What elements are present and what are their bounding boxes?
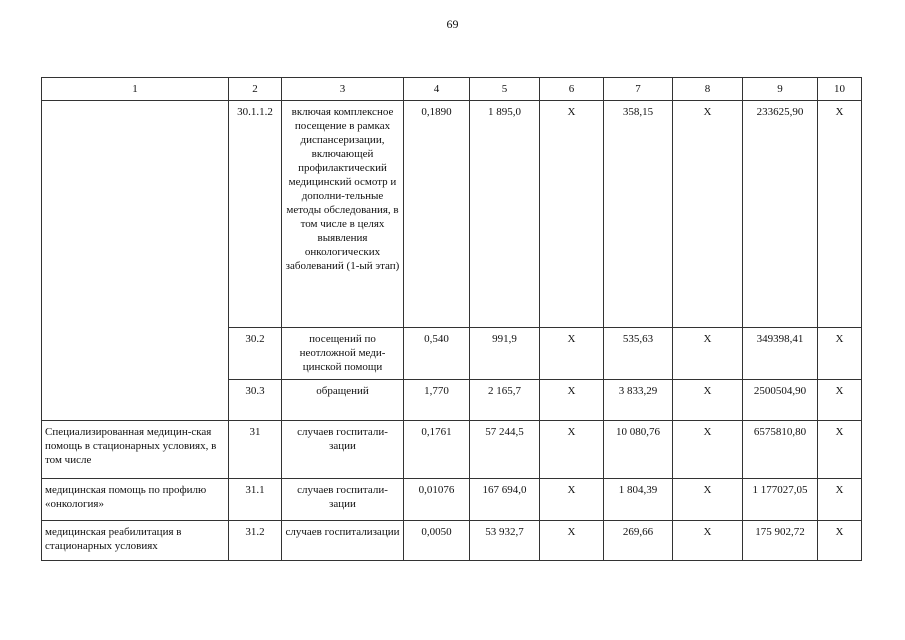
row-value-cell: 2 165,7 (470, 380, 540, 421)
row-code-cell: 30.3 (229, 380, 282, 421)
row-code-cell: 30.2 (229, 328, 282, 380)
row-value-cell: Х (540, 479, 604, 521)
row-value-cell: 1 177027,05 (743, 479, 818, 521)
row-unit-cell: случаев госпитали-зации (282, 421, 404, 479)
row-value-cell: 53 932,7 (470, 521, 540, 561)
row-value-cell: 991,9 (470, 328, 540, 380)
header-cell: 7 (604, 78, 673, 101)
row-code-cell: 31.2 (229, 521, 282, 561)
header-cell: 3 (282, 78, 404, 101)
row-value-cell: Х (540, 328, 604, 380)
row-unit-cell: включая комплексное посещение в рамках диспансеризации, включающей профилактический медицинский осмотр и дополни-тельные методы обследования, в том числе в целях выявления онкологических заболеваний (1-ый этап) (282, 101, 404, 328)
row-value-cell: 233625,90 (743, 101, 818, 328)
table-row (42, 421, 862, 479)
row-value-cell: Х (673, 380, 743, 421)
row-name-cell: медицинская помощь по профилю «онкология» (42, 479, 229, 521)
row-value-cell: 57 244,5 (470, 421, 540, 479)
row-value-cell: 6575810,80 (743, 421, 818, 479)
row-value-cell: Х (540, 521, 604, 561)
row-unit-cell: обращений (282, 380, 404, 421)
row-value-cell: Х (818, 521, 862, 561)
row-unit-cell: случаев госпитализации (282, 521, 404, 561)
row-value-cell: Х (540, 380, 604, 421)
row-code-cell: 31.1 (229, 479, 282, 521)
row-unit-cell: посещений по неотложной меди-цинской помощи (282, 328, 404, 380)
header-cell: 1 (42, 78, 229, 101)
header-cell: 2 (229, 78, 282, 101)
row-value-cell: 0,0050 (404, 521, 470, 561)
row-value-cell: 358,15 (604, 101, 673, 328)
row-unit-cell: случаев госпитали-зации (282, 479, 404, 521)
row-value-cell: Х (540, 101, 604, 328)
row-value-cell: Х (673, 101, 743, 328)
row-value-cell: Х (818, 380, 862, 421)
row-value-cell: Х (673, 328, 743, 380)
tariff-table (41, 77, 862, 561)
row-value-cell: Х (673, 521, 743, 561)
row-value-cell: 1,770 (404, 380, 470, 421)
row-value-cell: Х (818, 328, 862, 380)
row-value-cell: 0,540 (404, 328, 470, 380)
page-number: 69 (446, 17, 459, 31)
row-value-cell: 1 804,39 (604, 479, 673, 521)
row-value-cell: 1 895,0 (470, 101, 540, 328)
row-value-cell: Х (673, 479, 743, 521)
header-cell: 6 (540, 78, 604, 101)
table-header-row (42, 78, 862, 101)
row-value-cell: 3 833,29 (604, 380, 673, 421)
row-code-cell: 31 (229, 421, 282, 479)
header-cell: 9 (743, 78, 818, 101)
row-value-cell: 2500504,90 (743, 380, 818, 421)
header-cell: 5 (470, 78, 540, 101)
table-row (42, 521, 862, 561)
row-value-cell: Х (673, 421, 743, 479)
header-cell: 4 (404, 78, 470, 101)
row-value-cell: 349398,41 (743, 328, 818, 380)
row-value-cell: 175 902,72 (743, 521, 818, 561)
row-name-cell: Специализированная медицин-ская помощь в стационарных условиях, в том числе (42, 421, 229, 479)
row-value-cell: 0,1761 (404, 421, 470, 479)
header-cell: 10 (818, 78, 862, 101)
row-value-cell: Х (540, 421, 604, 479)
row-value-cell: Х (818, 479, 862, 521)
row-value-cell: Х (818, 421, 862, 479)
row-value-cell: 167 694,0 (470, 479, 540, 521)
row-name-cell (42, 101, 229, 421)
row-value-cell: 0,1890 (404, 101, 470, 328)
table-row (42, 479, 862, 521)
row-value-cell: 269,66 (604, 521, 673, 561)
table-row (42, 101, 862, 328)
row-value-cell: 10 080,76 (604, 421, 673, 479)
header-cell: 8 (673, 78, 743, 101)
row-value-cell: Х (818, 101, 862, 328)
row-value-cell: 535,63 (604, 328, 673, 380)
row-name-cell: медицинская реабилитация в стационарных условиях (42, 521, 229, 561)
row-value-cell: 0,01076 (404, 479, 470, 521)
row-code-cell: 30.1.1.2 (229, 101, 282, 328)
